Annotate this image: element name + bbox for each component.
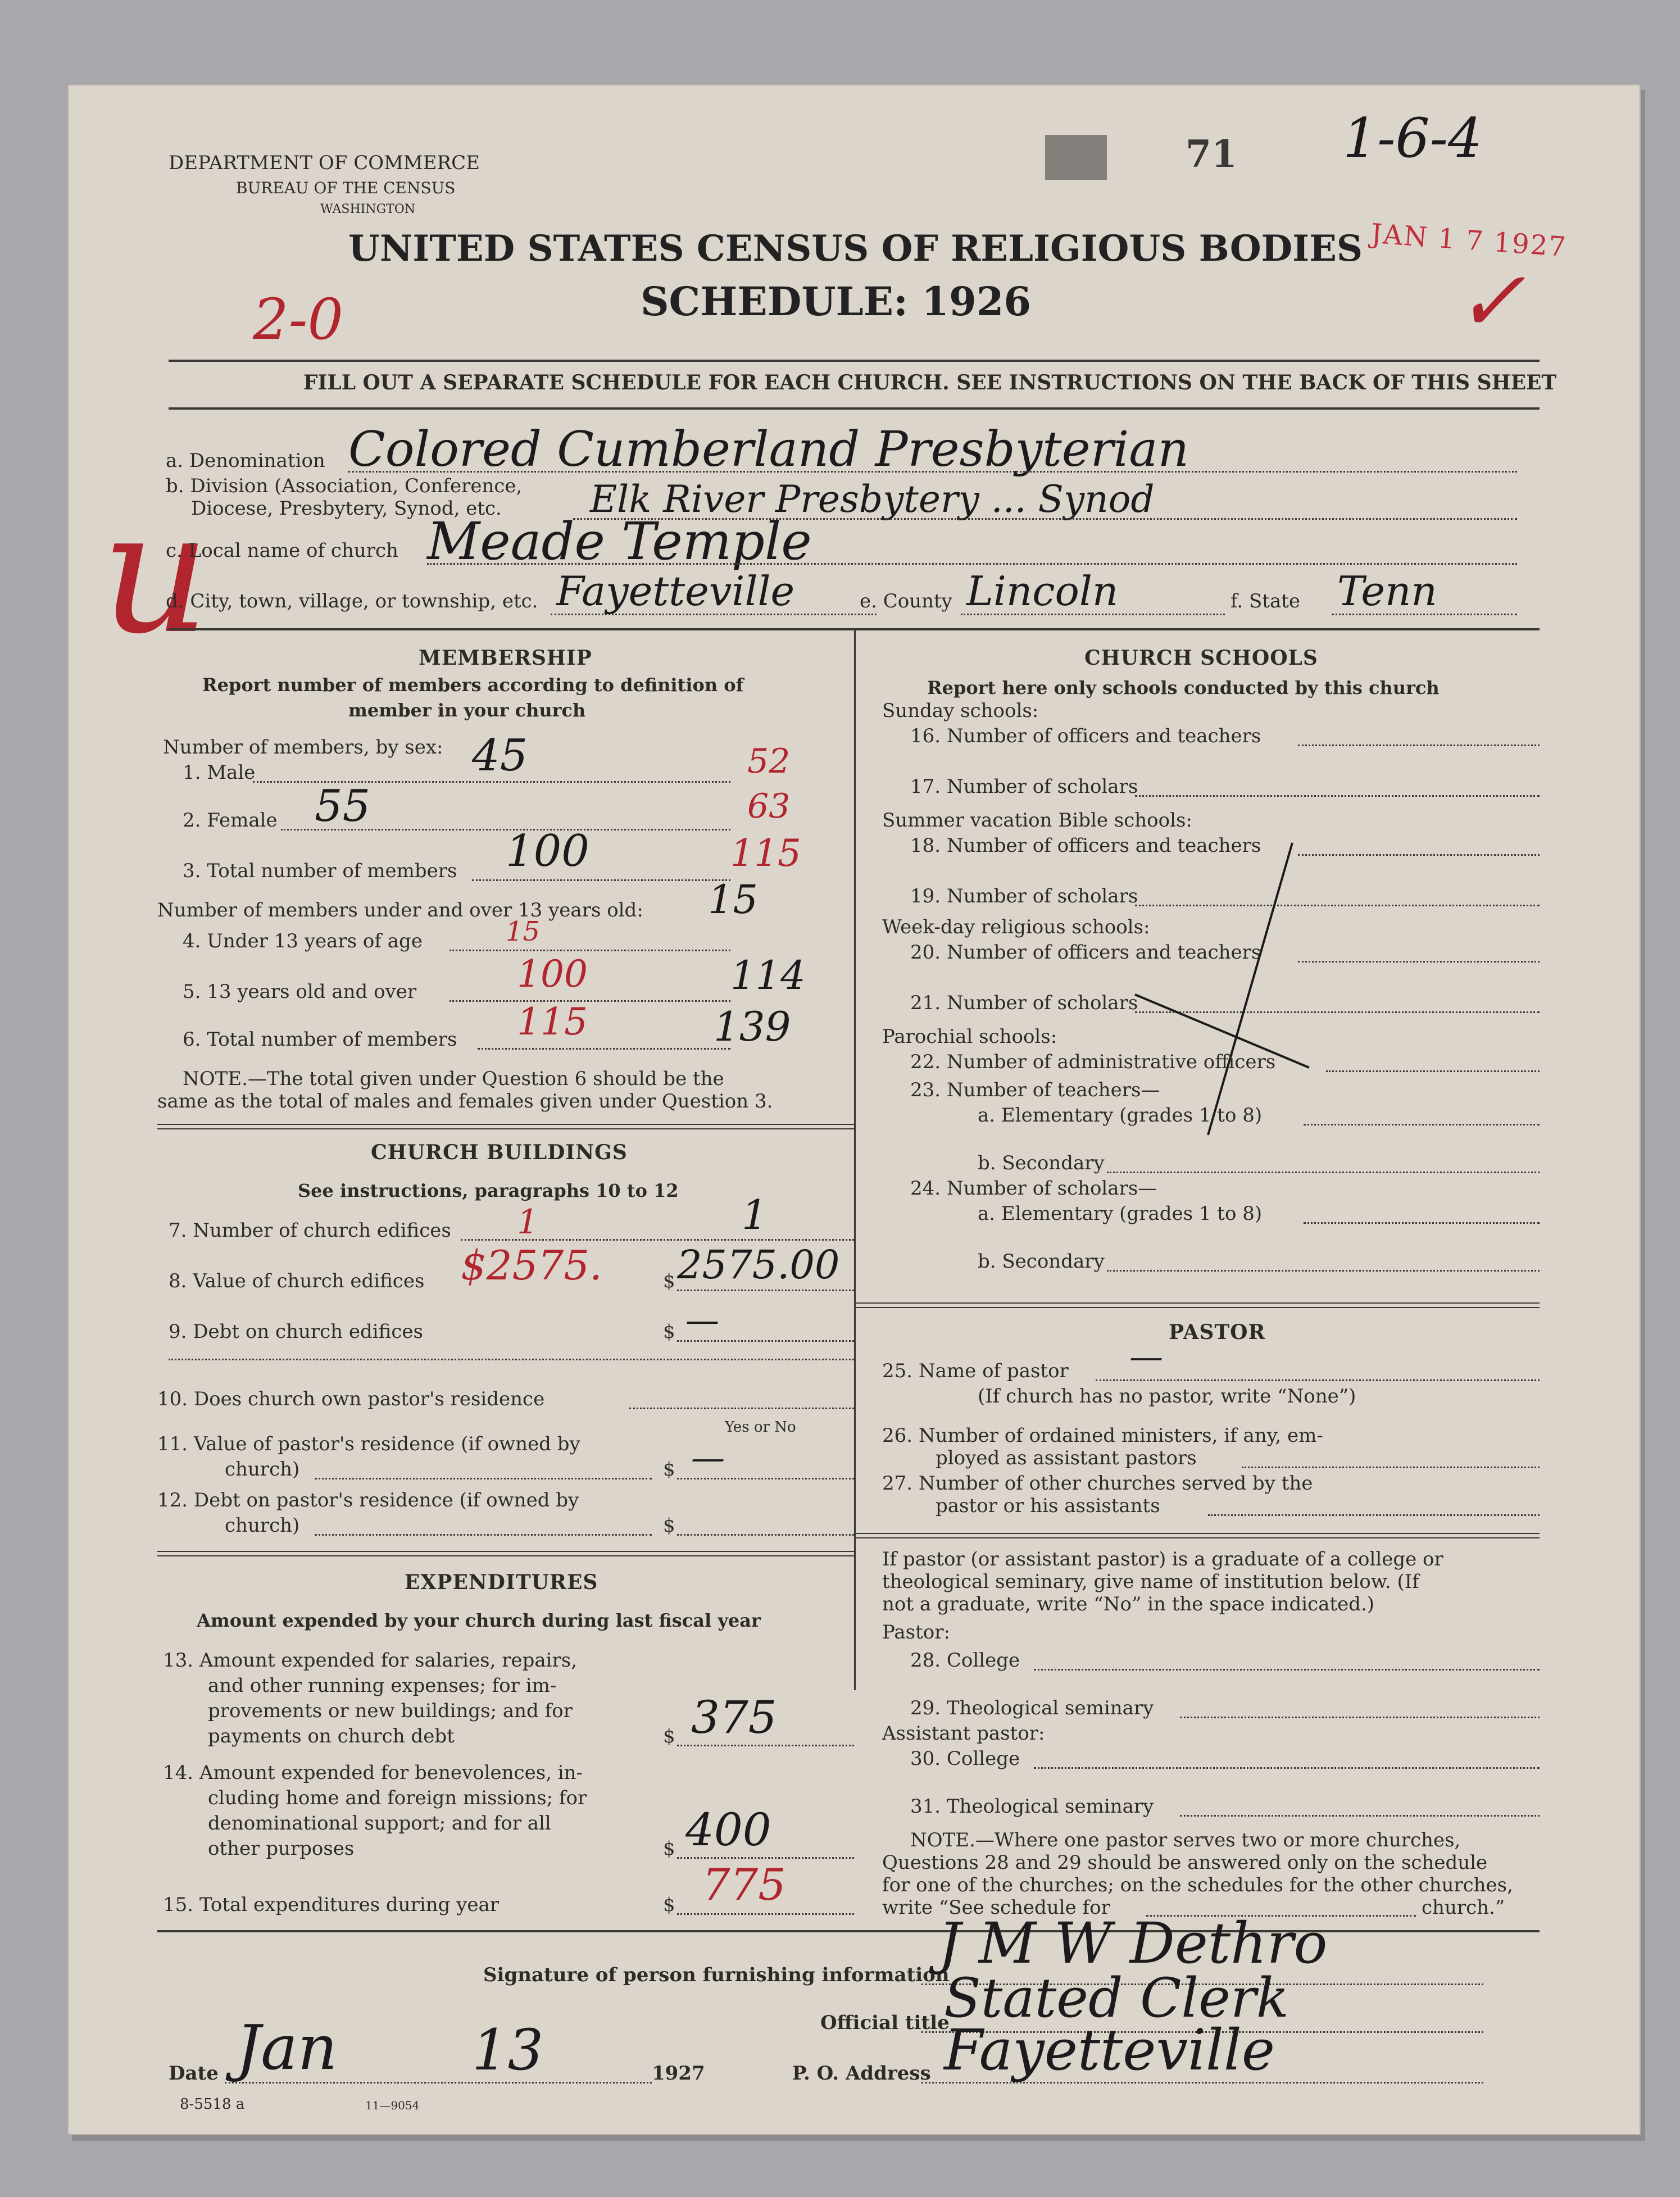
schools-heading: CHURCH SCHOOLS <box>1084 646 1318 670</box>
bureau-label: BUREAU OF THE CENSUS <box>236 179 456 197</box>
q18-label: 18. Number of officers and teachers <box>910 834 1261 857</box>
membership-intro-1: Report number of members according to definition of <box>202 674 744 696</box>
q14-dollar: $ <box>663 1837 675 1860</box>
membership-heading: MEMBERSHIP <box>419 646 592 670</box>
division-label-2: Diocese, Presbytery, Synod, etc. <box>191 497 502 520</box>
pastor-note-1: NOTE.—Where one pastor serves two or more churches, <box>910 1829 1461 1851</box>
denomination-label: a. Denomination <box>166 450 325 472</box>
q23a-label: a. Elementary (grades 1 to 8) <box>978 1104 1263 1127</box>
q14-label-3: denominational support; and for all <box>208 1812 551 1835</box>
handwritten-mark-20: 2-0 <box>253 287 344 352</box>
division-label-1: b. Division (Association, Conference, <box>166 475 523 497</box>
q12-dollar: $ <box>663 1514 675 1537</box>
q1-value-1: 45 <box>472 730 528 781</box>
pastor-heading: PASTOR <box>1169 1320 1266 1344</box>
q25-value: — <box>1129 1337 1163 1377</box>
date-label: Date <box>169 2062 219 2085</box>
print-number: 11—9054 <box>365 2099 420 2112</box>
q12-label-1: 12. Debt on pastor's residence (if owned by <box>157 1489 579 1511</box>
signature-label: Signature of person furnishing information <box>483 1964 950 1986</box>
q3-label: 3. Total number of members <box>183 860 457 882</box>
form-subtitle: SCHEDULE: 1926 <box>641 278 1032 325</box>
q10-label: 10. Does church own pastor's residence <box>157 1388 545 1410</box>
county-value: Lincoln <box>966 568 1119 615</box>
state-label: f. State <box>1231 590 1300 612</box>
form-number: 8-5518 a <box>180 2096 245 2113</box>
city-label: WASHINGTON <box>320 202 416 216</box>
date-year: 1927 <box>652 2062 705 2085</box>
q13-label-4: payments on church debt <box>208 1725 455 1747</box>
q24b-label: b. Secondary <box>978 1250 1105 1273</box>
handwritten-code: 1-6-4 <box>1343 107 1483 170</box>
q4-value: 15 <box>506 916 541 947</box>
parochial-schools-label: Parochial schools: <box>882 1025 1057 1048</box>
q30-label: 30. College <box>910 1747 1020 1770</box>
schools-cross-out-strokes <box>1124 832 1326 1146</box>
q11-dollar: $ <box>663 1458 675 1481</box>
q26-label-1: 26. Number of ordained ministers, if any, em- <box>882 1424 1323 1447</box>
cross-out-stroke-2 <box>1135 995 1309 1068</box>
department-label: DEPARTMENT OF COMMERCE <box>169 152 480 174</box>
q9-value: — <box>685 1301 719 1340</box>
pastor-note-5: church.” <box>1422 1896 1505 1919</box>
q25-label: 25. Name of pastor <box>882 1360 1069 1382</box>
q8-value-2: 2575.00 <box>677 1242 840 1288</box>
q24-label: 24. Number of scholars— <box>910 1177 1157 1200</box>
pastor-sub-label: Pastor: <box>882 1621 950 1644</box>
q6-value-2: 139 <box>714 1003 791 1050</box>
q7-label: 7. Number of church edifices <box>169 1219 451 1242</box>
q16-label: 16. Number of officers and teachers <box>910 725 1261 747</box>
cross-out-stroke-1 <box>1208 843 1292 1135</box>
date-day: 13 <box>472 2017 544 2083</box>
q15-dollar: $ <box>663 1894 675 1916</box>
q11-label-2: church) <box>225 1458 300 1481</box>
pastor-note-3: for one of the churches; on the schedules for the other churches, <box>882 1874 1513 1896</box>
q5-value-1: 100 <box>517 952 588 996</box>
q31-label: 31. Theological seminary <box>910 1795 1154 1818</box>
q1-label: 1. Male <box>183 761 256 784</box>
serial-stamp-block <box>1045 135 1107 180</box>
q5-value-2: 114 <box>730 952 806 998</box>
division-value: Elk River Presbytery ... Synod <box>590 478 1155 521</box>
handwritten-mark-u: u <box>101 475 210 671</box>
county-label: e. County <box>860 590 952 612</box>
state-value: Tenn <box>1337 568 1437 615</box>
q13-label-1: 13. Amount expended for salaries, repairs, <box>163 1649 578 1672</box>
assistant-pastor-label: Assistant pastor: <box>882 1722 1045 1745</box>
church-name-value: Meade Temple <box>427 511 812 571</box>
q3-value-1: 100 <box>506 826 589 877</box>
q14-value: 400 <box>685 1804 771 1856</box>
q12-label-2: church) <box>225 1514 300 1537</box>
po-address-value: Fayetteville <box>944 2017 1275 2083</box>
city-value: Fayetteville <box>556 568 795 615</box>
q2-value-2: 63 <box>747 787 791 826</box>
q27-label-1: 27. Number of other churches served by the <box>882 1472 1313 1495</box>
q8-dollar: $ <box>663 1270 675 1292</box>
graduate-note-1: If pastor (or assistant pastor) is a graduate of a college or <box>882 1548 1443 1570</box>
check-mark: ✓ <box>1455 253 1526 351</box>
age-intro-value: 15 <box>708 877 759 923</box>
instruction-banner: FILL OUT A SEPARATE SCHEDULE FOR EACH CHURCH. SEE INSTRUCTIONS ON THE BACK OF THIS SHEET <box>303 371 1557 394</box>
census-schedule-sheet <box>67 84 1641 2135</box>
q11-value: — <box>691 1438 725 1478</box>
q27-label-2: pastor or his assistants <box>936 1495 1160 1517</box>
q13-dollar: $ <box>663 1725 675 1747</box>
official-title-value: Stated Clerk <box>944 1967 1289 2030</box>
expenditures-heading: EXPENDITURES <box>405 1570 598 1594</box>
q11-label-1: 11. Value of pastor's residence (if owned by <box>157 1433 580 1455</box>
q22-label: 22. Number of administrative officers <box>910 1051 1276 1073</box>
q23-label: 23. Number of teachers— <box>910 1079 1160 1101</box>
q14-label-2: cluding home and foreign missions; for <box>208 1787 587 1809</box>
q15-label: 15. Total expenditures during year <box>163 1894 500 1916</box>
q6-value-1: 115 <box>517 1000 588 1043</box>
q21-label: 21. Number of scholars <box>910 992 1138 1014</box>
yes-no-hint: Yes or No <box>725 1419 796 1436</box>
q20-label: 20. Number of officers and teachers <box>910 941 1261 964</box>
weekday-schools-label: Week-day religious schools: <box>882 916 1150 938</box>
q29-label: 29. Theological seminary <box>910 1697 1154 1719</box>
q17-label: 17. Number of scholars <box>910 775 1138 798</box>
denomination-value: Colored Cumberland Presbyterian <box>348 421 1189 478</box>
po-address-label: P. O. Address <box>792 2062 931 2085</box>
summer-schools-label: Summer vacation Bible schools: <box>882 809 1192 832</box>
city-label: d. City, town, village, or township, etc. <box>166 590 538 612</box>
q28-label: 28. College <box>910 1649 1020 1672</box>
q25-note: (If church has no pastor, write “None”) <box>978 1385 1356 1408</box>
q5-label: 5. 13 years old and over <box>183 981 417 1003</box>
pastor-note-4: write “See schedule for <box>882 1896 1110 1919</box>
received-date-stamp: JAN 1 7 1927 <box>1370 217 1568 264</box>
church-name-label: c. Local name of church <box>166 539 398 562</box>
q15-value: 775 <box>702 1860 786 1910</box>
q13-label-3: provements or new buildings; and for <box>208 1700 573 1722</box>
q19-label: 19. Number of scholars <box>910 885 1138 907</box>
q13-value: 375 <box>691 1691 777 1744</box>
official-title-label: Official title <box>820 2012 950 2034</box>
age-intro-label: Number of members under and over 13 years old: <box>157 899 643 922</box>
membership-note-2: same as the total of males and females given under Question 3. <box>157 1090 773 1113</box>
q3-value-2: 115 <box>730 832 801 875</box>
membership-note-1: NOTE.—The total given under Question 6 should be the <box>183 1068 724 1090</box>
buildings-heading: CHURCH BUILDINGS <box>371 1141 628 1164</box>
q14-label-4: other purposes <box>208 1837 355 1860</box>
q7-value-1: 1 <box>517 1202 539 1242</box>
buildings-intro: See instructions, paragraphs 10 to 12 <box>298 1180 679 1201</box>
signature-value: J M W Dethro <box>938 1910 1328 1976</box>
schools-intro: Report here only schools conducted by this church <box>927 677 1440 698</box>
q9-label: 9. Debt on church edifices <box>169 1320 423 1343</box>
q23b-label: b. Secondary <box>978 1152 1105 1174</box>
members-by-sex-label: Number of members, by sex: <box>163 736 443 759</box>
q9-dollar: $ <box>663 1320 675 1343</box>
q24a-label: a. Elementary (grades 1 to 8) <box>978 1202 1263 1225</box>
q13-label-2: and other running expenses; for im- <box>208 1674 557 1697</box>
q14-label-1: 14. Amount expended for benevolences, in- <box>163 1762 583 1784</box>
q1-value-2: 52 <box>747 742 791 781</box>
q8-value-1: $2575. <box>461 1242 602 1289</box>
graduate-note-2: theological seminary, give name of institution below. (If <box>882 1570 1419 1593</box>
q7-value-2: 1 <box>742 1191 768 1238</box>
stamp-number: 71 <box>1186 132 1237 176</box>
expenditures-intro: Amount expended by your church during last fiscal year <box>197 1610 761 1631</box>
form-title: UNITED STATES CENSUS OF RELIGIOUS BODIES <box>348 228 1363 270</box>
q2-value-1: 55 <box>315 781 371 832</box>
q6-label: 6. Total number of members <box>183 1028 457 1051</box>
q8-label: 8. Value of church edifices <box>169 1270 425 1292</box>
date-month: Jan <box>236 2012 338 2083</box>
sunday-schools-label: Sunday schools: <box>882 700 1039 722</box>
pastor-note-2: Questions 28 and 29 should be answered only on the schedule <box>882 1851 1488 1874</box>
q2-label: 2. Female <box>183 809 278 832</box>
q4-label: 4. Under 13 years of age <box>183 930 423 952</box>
q26-label-2: ployed as assistant pastors <box>936 1447 1197 1469</box>
graduate-note-3: not a graduate, write “No” in the space indicated.) <box>882 1593 1375 1615</box>
membership-intro-2: member in your church <box>348 700 586 721</box>
